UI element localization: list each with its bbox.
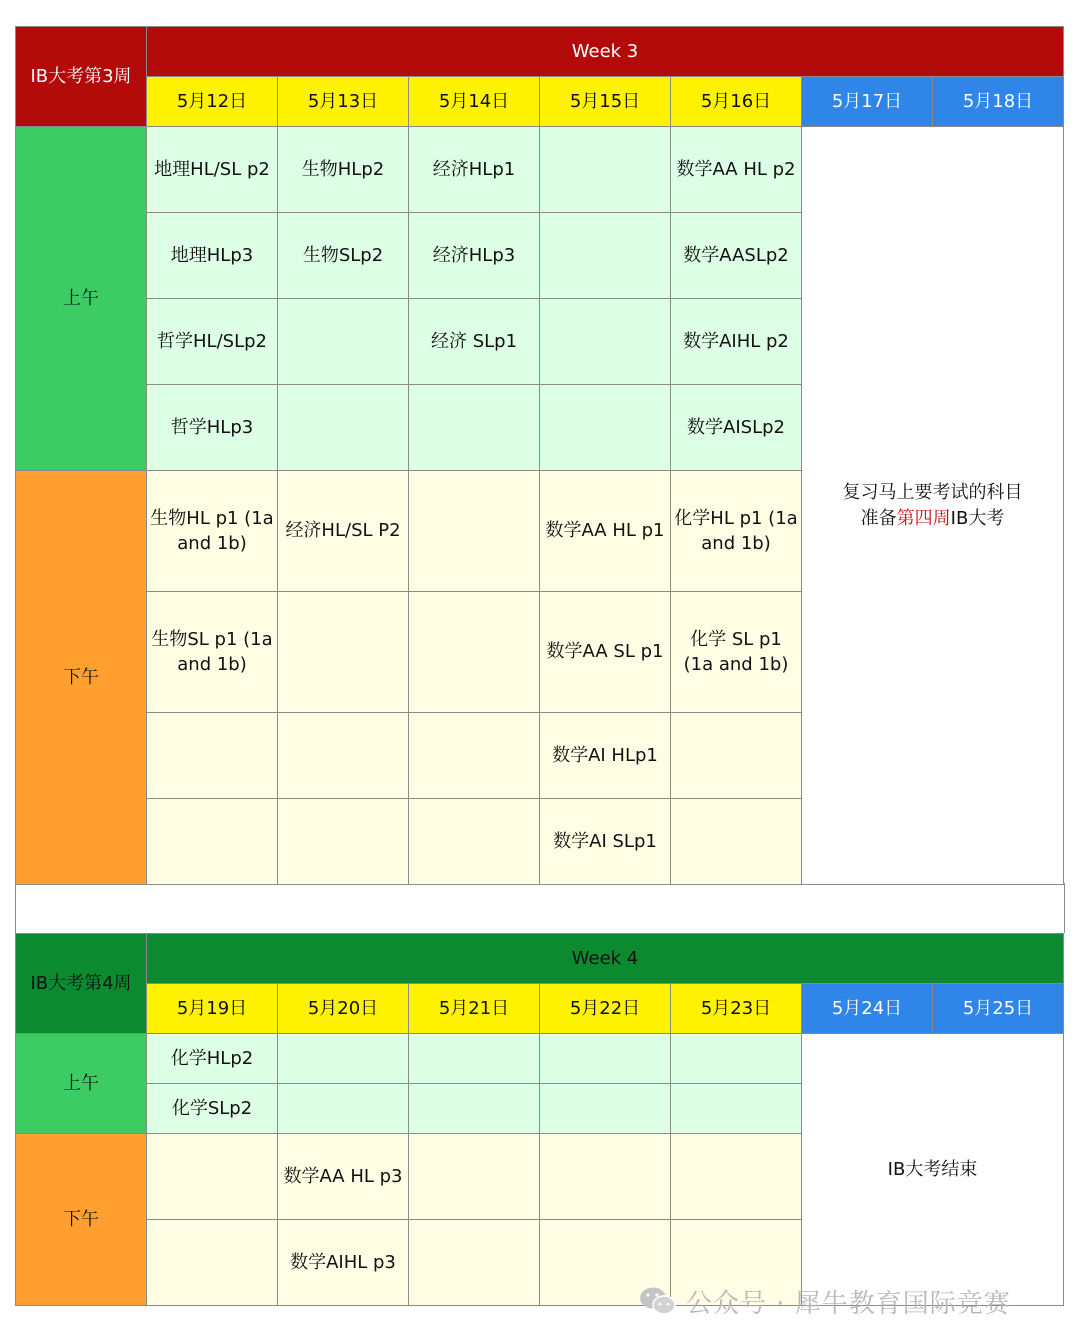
exam-cell	[540, 299, 671, 385]
exam-cell: 生物HLp2	[278, 127, 409, 213]
weekend-date-header: 5月25日	[933, 984, 1064, 1034]
exam-cell	[278, 713, 409, 799]
exam-cell: 经济HLp3	[409, 213, 540, 299]
exam-cell	[278, 592, 409, 713]
date-header: 5月21日	[409, 984, 540, 1034]
week3-title: IB大考第3周	[16, 27, 147, 127]
date-header: 5月12日	[147, 77, 278, 127]
weekend-date-header: 5月18日	[933, 77, 1064, 127]
exam-cell: 数学AIHL p2	[671, 299, 802, 385]
week3-label: Week 3	[147, 27, 1064, 77]
exam-cell	[409, 592, 540, 713]
exam-cell	[409, 1220, 540, 1306]
watermark-text: 公众号 · 犀牛教育国际竞赛	[686, 1288, 1011, 1319]
exam-cell	[409, 1084, 540, 1134]
exam-cell	[147, 1134, 278, 1220]
exam-cell	[278, 1084, 409, 1134]
week4-schedule-table	[15, 933, 1064, 1306]
exam-cell	[540, 127, 671, 213]
section-spacer	[15, 883, 1065, 933]
date-header: 5月22日	[540, 984, 671, 1034]
week4-title: IB大考第4周	[16, 934, 147, 1034]
weekend-note-line1: 复习马上要考试的科目	[842, 482, 1023, 504]
exam-cell	[671, 799, 802, 885]
exam-cell	[409, 1034, 540, 1084]
exam-cell	[409, 1134, 540, 1220]
exam-cell	[278, 799, 409, 885]
highlight-text: 第四周	[896, 507, 951, 529]
exam-cell: 哲学HLp3	[147, 385, 278, 471]
exam-cell	[671, 1134, 802, 1220]
afternoon-label: 下午	[16, 471, 147, 885]
exam-cell: 经济HL/SL P2	[278, 471, 409, 592]
date-header: 5月13日	[278, 77, 409, 127]
week4-label: Week 4	[147, 934, 1064, 984]
exam-cell	[409, 713, 540, 799]
exam-cell	[540, 1134, 671, 1220]
exam-cell: 生物SLp2	[278, 213, 409, 299]
morning-label: 上午	[16, 1034, 147, 1134]
exam-cell: 数学AI SLp1	[540, 799, 671, 885]
exam-cell: 数学AA SL p1	[540, 592, 671, 713]
weekend-note	[802, 127, 1064, 885]
exam-cell	[409, 471, 540, 592]
exam-cell: 数学AA HL p3	[278, 1134, 409, 1220]
exam-cell: 数学AIHL p3	[278, 1220, 409, 1306]
exam-cell	[278, 1034, 409, 1084]
exam-cell: 生物HL p1 (1a and 1b)	[147, 471, 278, 592]
weekend-note-line2: 准备第四周IB大考	[860, 507, 1005, 529]
exam-cell: 数学AA HL p1	[540, 471, 671, 592]
exam-cell: 数学AA HL p2	[671, 127, 802, 213]
exam-cell	[540, 213, 671, 299]
date-header: 5月16日	[671, 77, 802, 127]
date-header: 5月15日	[540, 77, 671, 127]
date-header: 5月23日	[671, 984, 802, 1034]
exam-cell: 地理HLp3	[147, 213, 278, 299]
exam-cell	[540, 1034, 671, 1084]
exam-cell	[147, 1220, 278, 1306]
exam-cell: 哲学HL/SLp2	[147, 299, 278, 385]
date-header: 5月20日	[278, 984, 409, 1034]
date-header: 5月19日	[147, 984, 278, 1034]
exam-cell	[278, 385, 409, 471]
exam-cell	[671, 1084, 802, 1134]
weekend-date-header: 5月24日	[802, 984, 933, 1034]
exam-cell	[671, 713, 802, 799]
exam-cell: 数学AI HLp1	[540, 713, 671, 799]
morning-label: 上午	[16, 127, 147, 471]
exam-cell: 数学AISLp2	[671, 385, 802, 471]
exam-cell	[540, 1084, 671, 1134]
exam-cell: 化学SLp2	[147, 1084, 278, 1134]
exam-cell: 化学HLp2	[147, 1034, 278, 1084]
exam-cell: 数学AASLp2	[671, 213, 802, 299]
exam-cell	[147, 799, 278, 885]
exam-cell	[278, 299, 409, 385]
wechat-icon	[638, 1285, 678, 1317]
watermark	[638, 1283, 1011, 1319]
exam-cell: 化学HL p1 (1a and 1b)	[671, 471, 802, 592]
exam-cell	[147, 713, 278, 799]
exam-cell	[409, 799, 540, 885]
exam-cell: 生物SL p1 (1a and 1b)	[147, 592, 278, 713]
date-header: 5月14日	[409, 77, 540, 127]
exam-cell	[671, 1034, 802, 1084]
afternoon-label: 下午	[16, 1134, 147, 1306]
exam-cell: 经济 SLp1	[409, 299, 540, 385]
exam-cell	[540, 385, 671, 471]
exam-cell: 经济HLp1	[409, 127, 540, 213]
week3-schedule-table	[15, 26, 1064, 885]
exam-cell	[409, 385, 540, 471]
weekend-date-header: 5月17日	[802, 77, 933, 127]
weekend-note: IB大考结束	[802, 1034, 1064, 1306]
exam-cell: 化学 SL p1 (1a and 1b)	[671, 592, 802, 713]
exam-cell: 地理HL/SL p2	[147, 127, 278, 213]
